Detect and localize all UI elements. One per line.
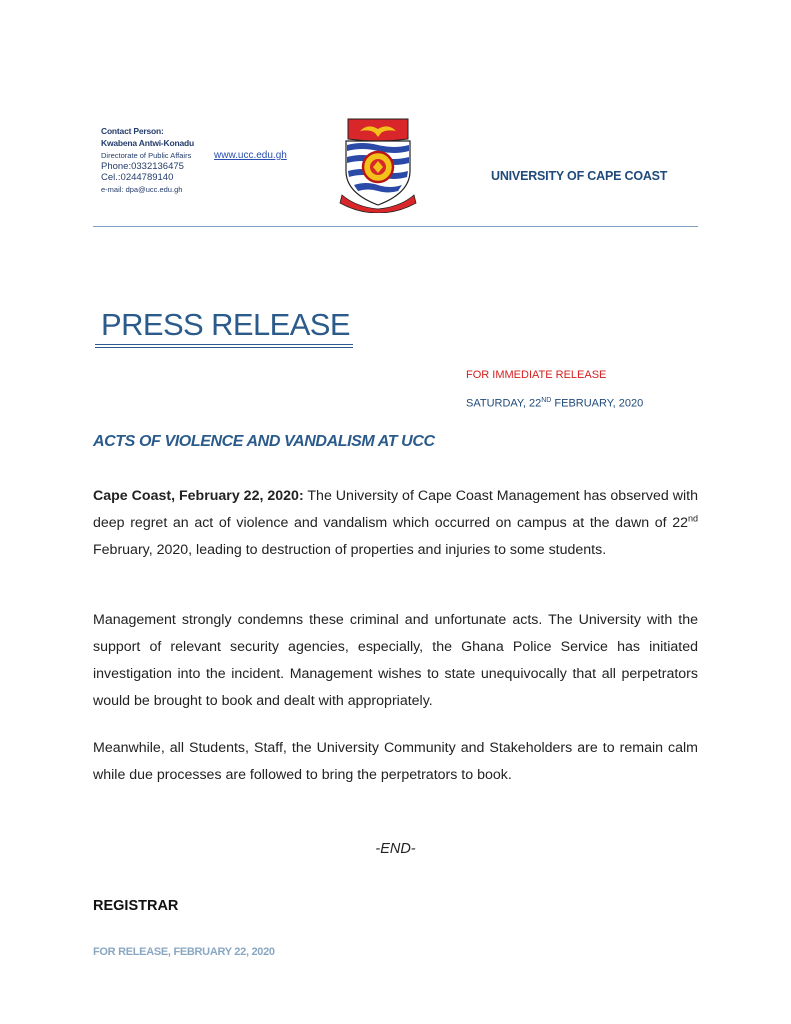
press-release-title: PRESS RELEASE [95,307,353,348]
university-name: UNIVERSITY OF CAPE COAST [491,169,668,183]
contact-person-label: Contact Person: [101,126,164,136]
release-date [466,397,643,410]
website-link[interactable]: www.ucc.edu.gh [214,150,287,161]
body-paragraph-1 [93,483,698,564]
paragraph-1-suffix: nd [687,513,698,524]
contact-directorate: Directorate of Public Affairs [101,151,192,160]
body-paragraph-2: Management strongly condemns these criminal and unfortunate acts. The University with the support of relevant security agencies, especially, the Ghana Police Service has initiated investigation into the incident. Management wishes to state unequivocally that all perpetrators would be brought to book and dealt with appropriately. [93,612,698,709]
header-divider [93,226,698,227]
contact-email: e-mail: dpa@ucc.edu.gh [101,185,183,194]
signatory: REGISTRAR [93,898,179,914]
paragraph-1-text-b: February, 2020, leading to destruction of properties and injuries to some students. [93,542,607,558]
university-crest-icon [336,113,420,213]
headline: ACTS OF VIOLENCE AND VANDALISM AT UCC [93,433,435,450]
paragraph-1-text-a: The University of Cape Coast Management has observed with deep regret an act of violence and vandalism which occurred on campus at the dawn of 22 [93,488,698,531]
release-date-suffix: ND [541,397,552,404]
body-paragraph-3: Meanwhile, all Students, Staff, the University Community and Stakeholders are to remain calm while due processes are followed to bring the perpetrators to book. [93,740,698,783]
end-mark: -END- [375,841,416,857]
release-date-rest: FEBRUARY, 2020 [551,397,644,410]
contact-cell: Cel.:0244789140 [101,172,174,183]
immediate-release-note: FOR IMMEDIATE RELEASE [466,369,607,381]
contact-phone: Phone:0332136475 [101,161,184,172]
footer-release-line: FOR RELEASE, FEBRUARY 22, 2020 [93,946,275,958]
contact-person-name: Kwabena Antwi-Konadu [101,138,194,148]
dateline: Cape Coast, February 22, 2020: [93,488,304,504]
release-date-text: SATURDAY, 22 [466,397,542,410]
